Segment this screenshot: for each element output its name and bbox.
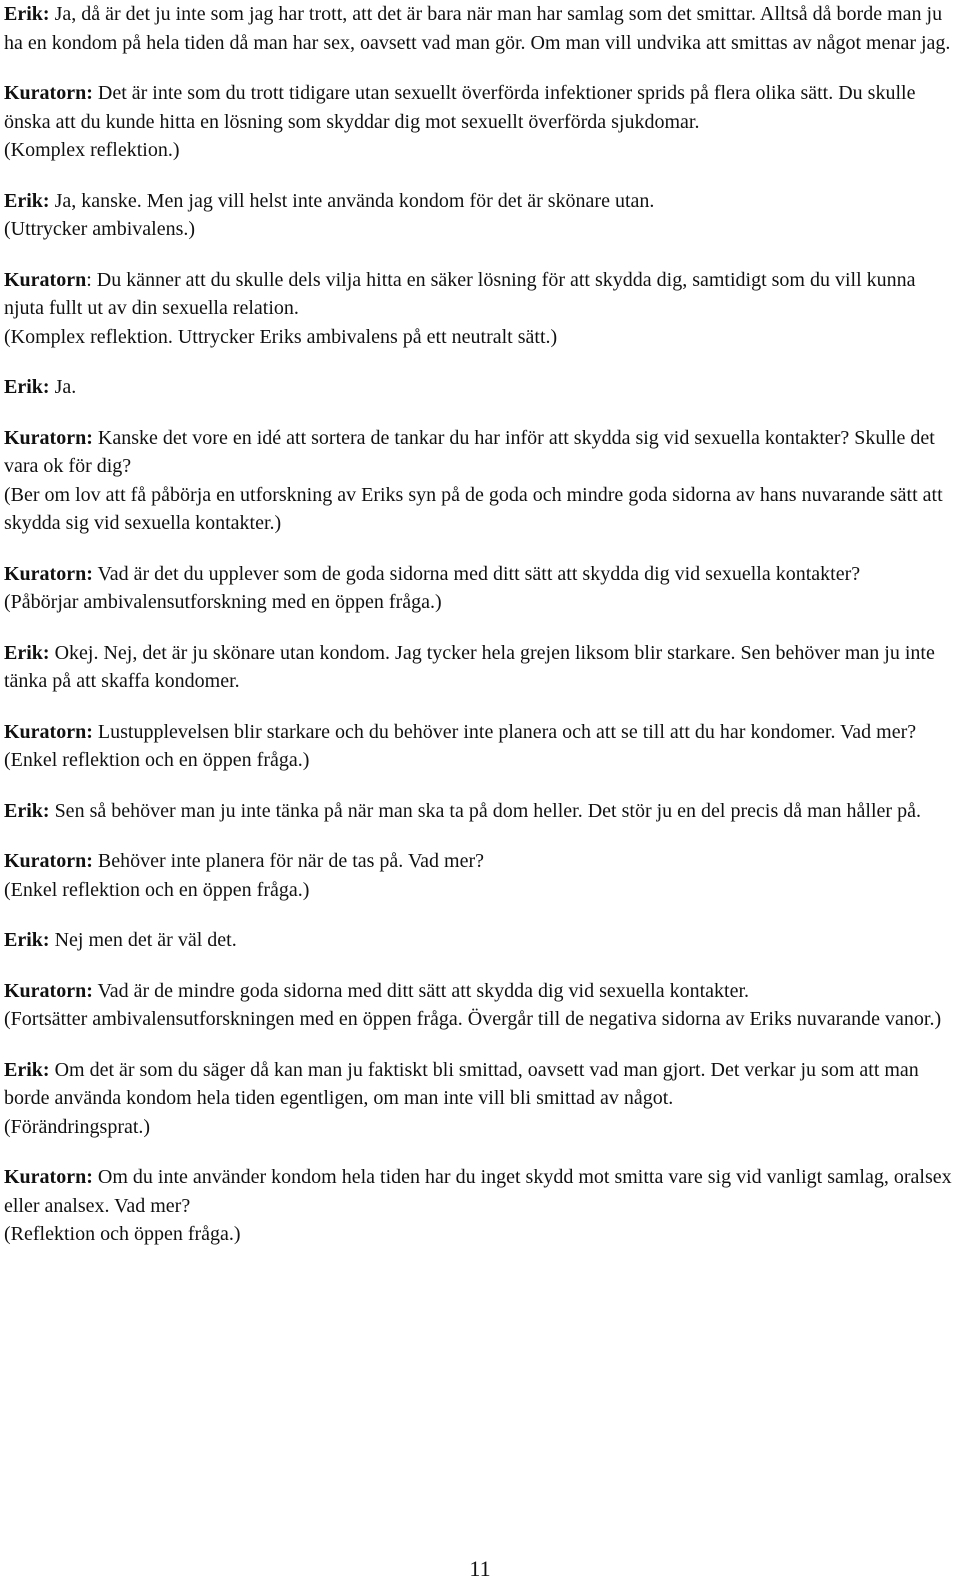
utterance-text: Ja, då är det ju inte som jag har trott, att det är bara när man har samlag som det smittar. Alltså då borde man ju ha en kondom på hela tiden då man har sex, oavsett vad man gör. Om man vill undvika att smittas av något menar jag. xyxy=(4,3,951,54)
utterance-text: Behöver inte planera för när de tas på. Vad mer? xyxy=(92,850,485,872)
speaker-label: Kuratorn xyxy=(4,268,87,291)
dialogue-paragraph xyxy=(4,0,952,57)
speaker-label: Erik: xyxy=(4,799,50,822)
dialogue-paragraph xyxy=(4,718,952,775)
speaker-label: Erik: xyxy=(4,1058,50,1081)
utterance-text: Sen så behöver man ju inte tänka på när man ska ta på dom heller. Det stör ju en del precis då man håller på. xyxy=(49,799,921,822)
annotation-note: (Påbörjar ambivalensutforskning med en öppen fråga.) xyxy=(4,591,442,613)
utterance-text: Vad är de mindre goda sidorna med ditt sätt att skydda dig vid sexuella kontakter. xyxy=(92,979,750,1002)
utterance-text: Ja, kanske. Men jag vill helst inte använda kondom för det är skönare utan. xyxy=(49,189,655,212)
dialogue-paragraph xyxy=(4,79,952,165)
annotation-note: (Komplex reflektion. Uttrycker Eriks ambivalens på ett neutralt sätt.) xyxy=(4,325,558,348)
annotation-note: (Fortsätter ambivalensutforskningen med en öppen fråga. Övergår till de negativa sidorna av Eriks nuvarande vanor.) xyxy=(4,1008,942,1030)
utterance-text: Nej men det är väl det. xyxy=(49,929,237,951)
speaker-label: Erik: xyxy=(4,641,50,664)
dialogue-paragraph xyxy=(4,373,952,402)
dialogue-paragraph xyxy=(4,1163,952,1249)
dialogue-paragraph xyxy=(4,1056,952,1142)
dialogue-paragraph xyxy=(4,639,952,696)
speaker-label: Erik: xyxy=(4,189,50,212)
utterance-text: Om det är som du säger då kan man ju faktiskt bli smittad, oavsett vad man gjort. Det verkar ju som att man borde använda kondom hela tiden egentligen, om man inte vill bli smittad av något. xyxy=(4,1058,919,1109)
utterance-text: Okej. Nej, det är ju skönare utan kondom. Jag tycker hela grejen liksom blir starkare. Sen behöver man ju inte tänka på att skaffa kondomer. xyxy=(4,641,935,692)
speaker-label: Kuratorn: xyxy=(4,979,93,1002)
speaker-label: Kuratorn: xyxy=(4,426,93,449)
annotation-note: (Enkel reflektion och en öppen fråga.) xyxy=(4,878,310,901)
annotation-note: (Enkel reflektion och en öppen fråga.) xyxy=(4,749,310,771)
utterance-text: Lustupplevelsen blir starkare och du behöver inte planera och att se till att du har kondomer. Vad mer? xyxy=(92,720,917,743)
speaker-label: Kuratorn: xyxy=(4,720,93,743)
annotation-note: (Förändringsprat.) xyxy=(4,1115,151,1138)
speaker-label: Erik: xyxy=(4,376,50,398)
utterance-text: Vad är det du upplever som de goda sidorna med ditt sätt att skydda dig vid sexuella kontakter? xyxy=(92,562,861,585)
document-page xyxy=(4,0,952,1271)
annotation-note: (Ber om lov att få påbörja en utforskning av Eriks syn på de goda och mindre goda sidorna av hans nuvarande sätt att skydda sig vid sexuella kontakter.) xyxy=(4,483,943,534)
utterance-text: : Du känner att du skulle dels vilja hitta en säker lösning för att skydda dig, samtidigt som du vill kunna njuta fullt ut av din sexuella relation. xyxy=(4,268,916,319)
speaker-label: Kuratorn: xyxy=(4,850,93,872)
speaker-label: Kuratorn: xyxy=(4,562,93,585)
annotation-note: (Uttrycker ambivalens.) xyxy=(4,218,196,240)
utterance-text: Kanske det vore en idé att sortera de tankar du har inför att skydda sig vid sexuella kontakter? Skulle det vara ok för dig? xyxy=(4,426,935,477)
speaker-label: Erik: xyxy=(4,929,50,951)
speaker-label: Erik: xyxy=(4,3,50,25)
speaker-label: Kuratorn: xyxy=(4,82,93,104)
dialogue-paragraph xyxy=(4,977,952,1034)
dialogue-paragraph xyxy=(4,847,952,904)
speaker-label: Kuratorn: xyxy=(4,1166,93,1188)
annotation-note: (Komplex reflektion.) xyxy=(4,139,180,161)
utterance-text: Ja. xyxy=(49,376,77,398)
page-number: 11 xyxy=(469,1556,491,1581)
annotation-note: (Reflektion och öppen fråga.) xyxy=(4,1223,241,1245)
dialogue-paragraph xyxy=(4,797,952,826)
dialogue-paragraph xyxy=(4,266,952,352)
dialogue-paragraph xyxy=(4,926,952,955)
utterance-text: Om du inte använder kondom hela tiden har du inget skydd mot smitta vare sig vid vanligt samlag, oralsex eller analsex. Vad mer? xyxy=(4,1166,952,1217)
dialogue-paragraph xyxy=(4,424,952,538)
utterance-text: Det är inte som du trott tidigare utan sexuellt överförda infektioner sprids på flera olika sätt. Du skulle önska att du kunde hitta en lösning som skyddar dig mot sexuellt överförda sjukdomar. xyxy=(4,82,916,133)
dialogue-paragraph xyxy=(4,560,952,617)
dialogue-paragraph xyxy=(4,187,952,244)
